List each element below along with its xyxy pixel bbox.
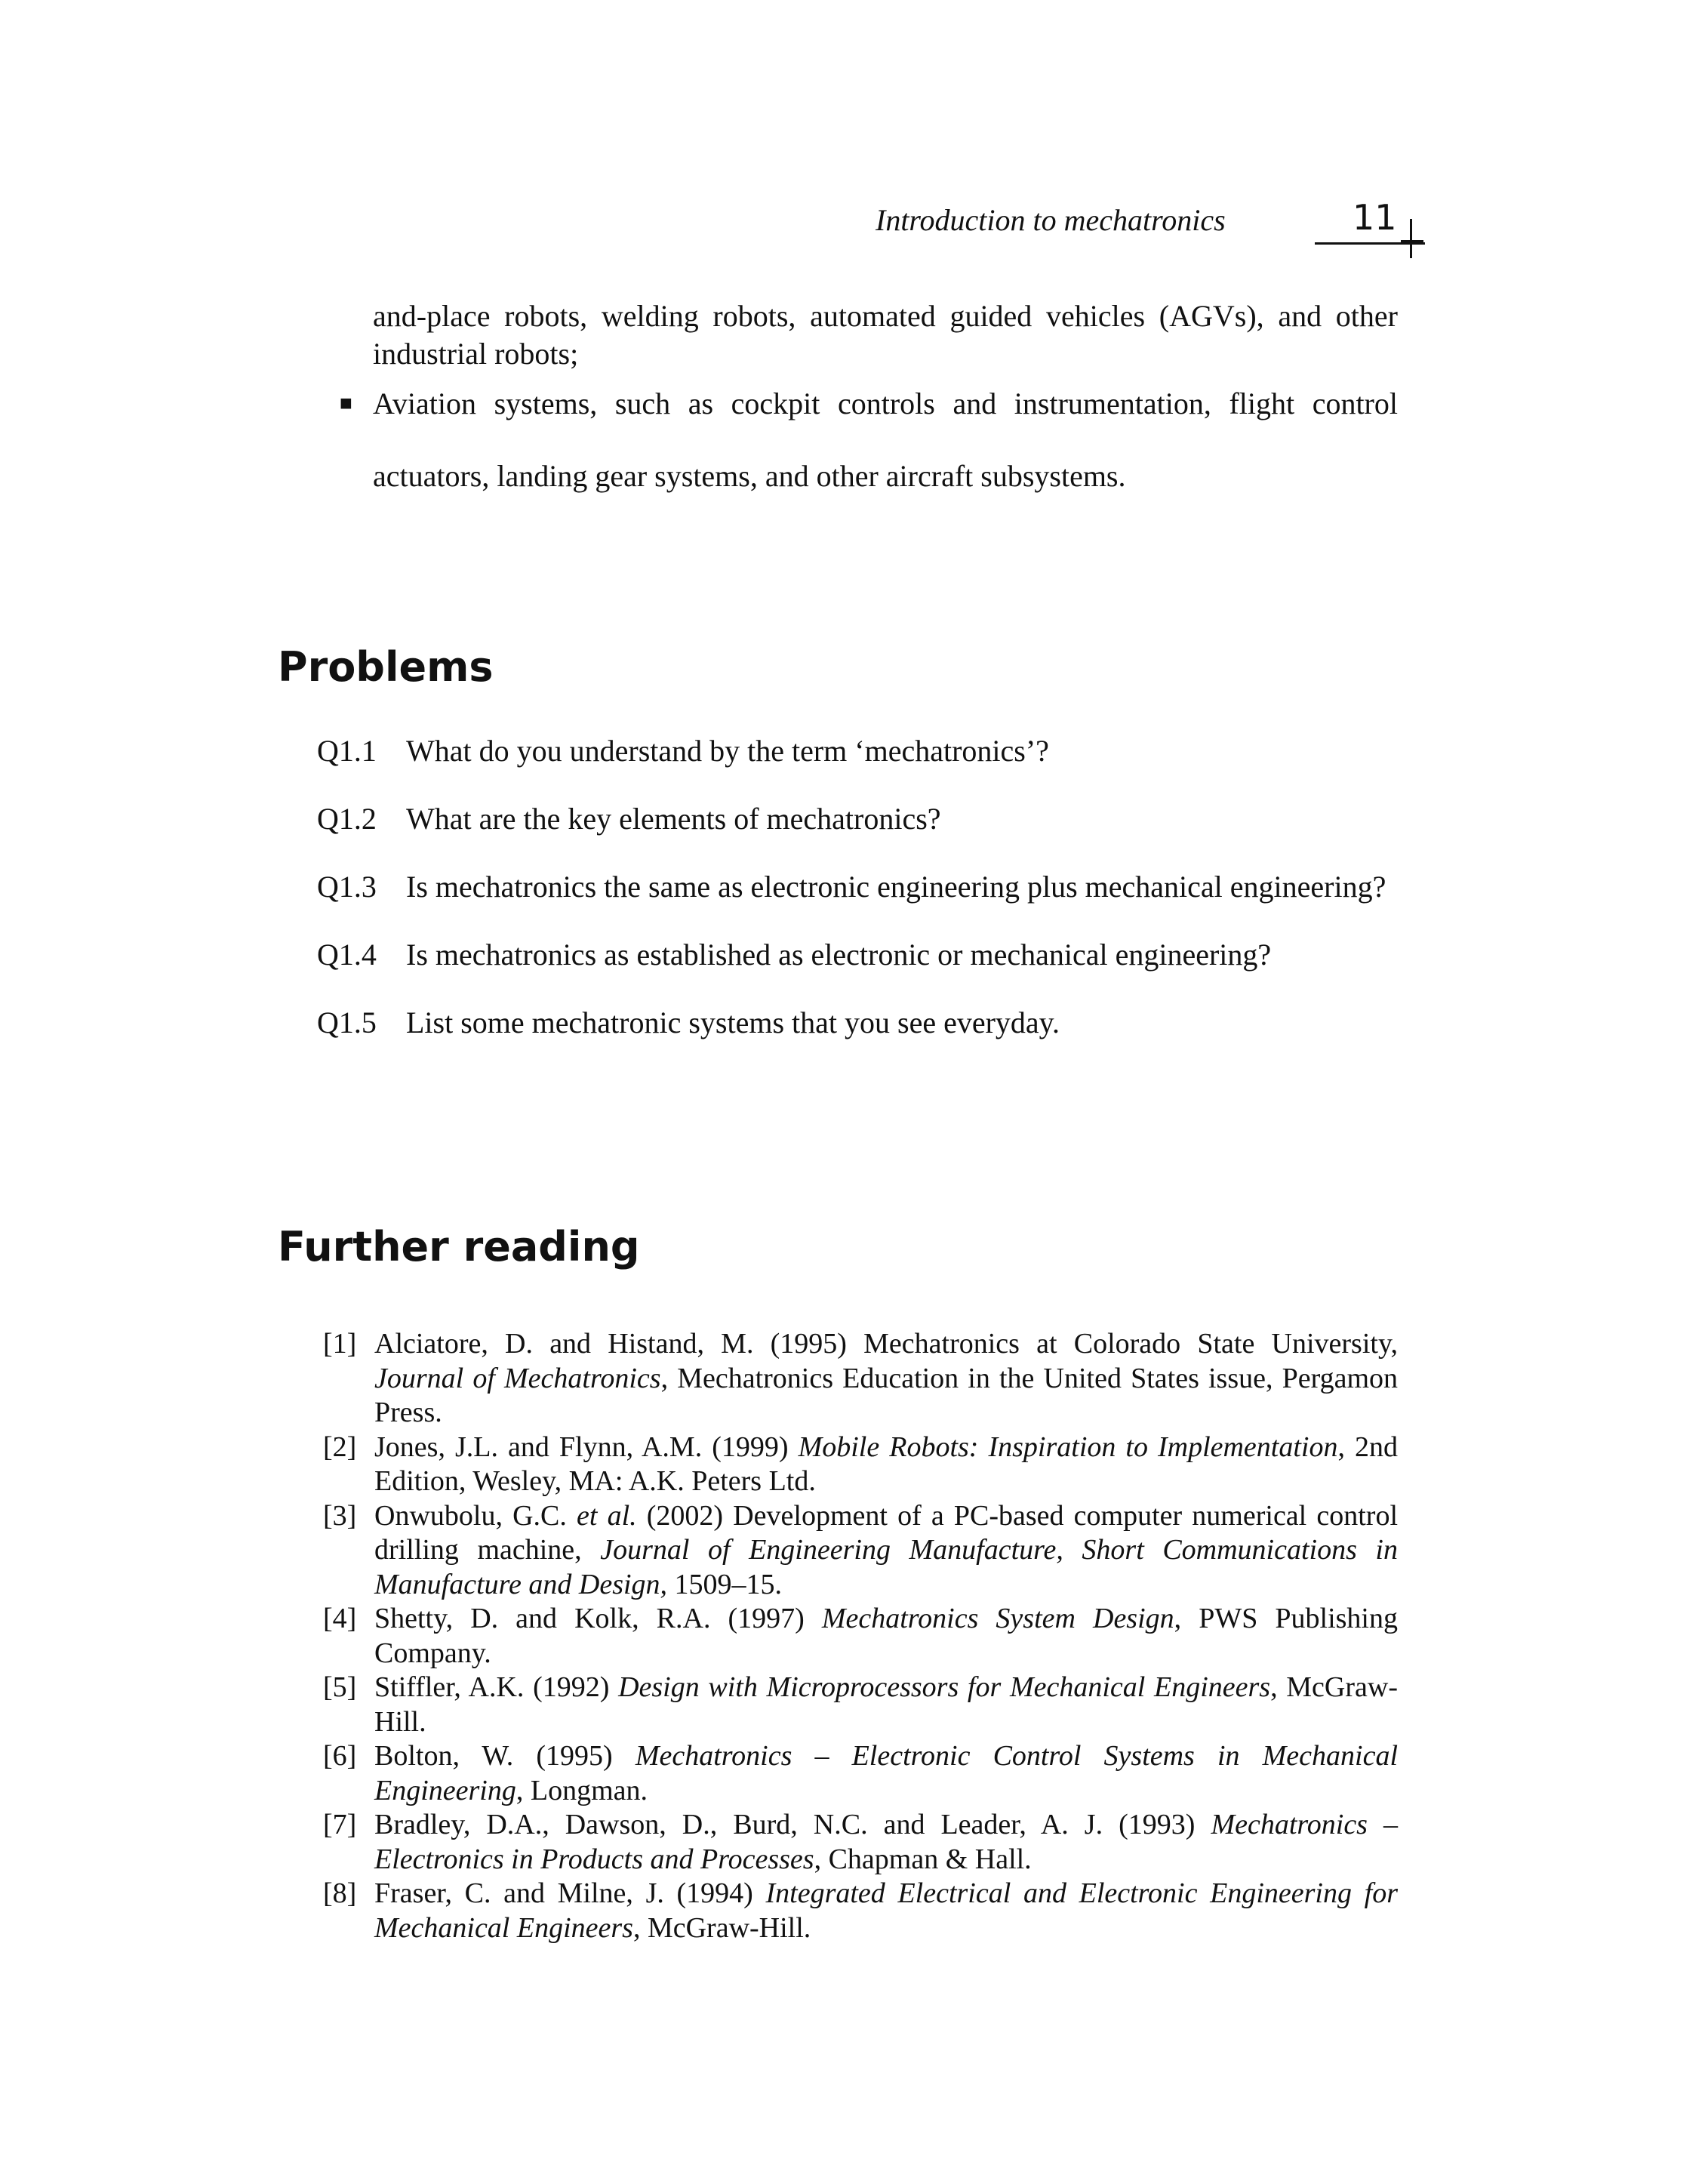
reference-text: Jones, J.L. and Flynn, A.M. (1999) Mobile Robots: Inspiration to Implementation, 2nd Edition, Wesley, MA: A.K. Peters Ltd. <box>374 1431 1399 1497</box>
problem-text: List some mechatronic systems that you see everyday. <box>406 1006 1060 1039</box>
reference-item <box>323 1431 1398 1499</box>
running-head: Introduction to mechatronics <box>876 203 1226 237</box>
problem-item <box>317 1004 1398 1042</box>
reference-number: [1] <box>323 1328 357 1360</box>
problem-number: Q1.2 <box>317 802 377 836</box>
problem-text: What do you understand by the term ‘mechatronics’? <box>406 734 1049 768</box>
reference-text: Stiffler, A.K. (1992) Design with Microprocessors for Mechanical Engineers, McGraw-Hill. <box>374 1671 1398 1738</box>
problem-number: Q1.1 <box>317 734 377 768</box>
folio-rule <box>1315 242 1425 245</box>
problem-text: Is mechatronics the same as electronic engineering plus mechanical engineering? <box>406 870 1386 904</box>
reference-item <box>323 1602 1398 1671</box>
reference-item <box>323 1739 1398 1808</box>
reference-item <box>323 1877 1398 1945</box>
reference-text: Shetty, D. and Kolk, R.A. (1997) Mechatronics System Design, PWS Publishing Company. <box>374 1603 1398 1669</box>
problems-list <box>317 732 1398 1072</box>
problem-number: Q1.5 <box>317 1006 377 1039</box>
reference-text: Onwubolu, G.C. et al. (2002) Development of a PC-based computer numerical control drilling machine, Journal of Engineering Manufacture, Short Communications in Manufacture and Design, 1509–15. <box>374 1499 1399 1600</box>
problem-item <box>317 868 1398 906</box>
page-number: 11 <box>1353 197 1397 238</box>
problem-number: Q1.4 <box>317 938 377 972</box>
reference-item <box>323 1499 1398 1603</box>
reference-number: [6] <box>323 1740 357 1772</box>
reference-number: [5] <box>323 1671 357 1703</box>
problem-item <box>317 936 1398 974</box>
crop-mark-vertical <box>1410 219 1412 258</box>
problem-item <box>317 732 1398 770</box>
continued-list-item: and-place robots, welding robots, automated guided vehicles (AGVs), and other industrial robots; <box>373 299 1398 371</box>
square-bullet-icon: ■ <box>340 392 352 415</box>
problems-heading: Problems <box>278 643 494 691</box>
bullet-text: Aviation systems, such as cockpit controls and instrumentation, flight control actuators, landing gear systems, and other aircraft subsystems. <box>373 387 1398 493</box>
reference-list <box>323 1327 1398 1945</box>
reference-text: Alciatore, D. and Histand, M. (1995) Mechatronics at Colorado State University, Journal of Mechatronics, Mechatronics Education in the United States issue, Pergamon Press. <box>374 1328 1398 1428</box>
problem-item <box>317 800 1398 838</box>
problem-text: What are the key elements of mechatronics? <box>406 802 941 836</box>
problem-text: Is mechatronics as established as electronic or mechanical engineering? <box>406 938 1272 972</box>
reference-number: [8] <box>323 1877 357 1909</box>
reference-number: [2] <box>323 1431 357 1463</box>
reference-item <box>323 1808 1398 1877</box>
reference-number: [3] <box>323 1499 357 1532</box>
bullet-list-item <box>340 385 1398 513</box>
reference-item <box>323 1327 1398 1431</box>
reference-text: Fraser, C. and Milne, J. (1994) Integrated Electrical and Electronic Engineering for Mechanical Engineers, McGraw-Hill. <box>374 1877 1398 1944</box>
reference-item <box>323 1671 1398 1739</box>
reference-number: [7] <box>323 1809 357 1840</box>
reference-number: [4] <box>323 1603 357 1634</box>
crop-mark-horizontal <box>1401 240 1423 242</box>
further-reading-heading: Further reading <box>278 1223 640 1270</box>
reference-text: Bolton, W. (1995) Mechatronics – Electronic Control Systems in Mechanical Engineering, Longman. <box>374 1740 1399 1806</box>
problem-number: Q1.3 <box>317 870 377 904</box>
reference-text: Bradley, D.A., Dawson, D., Burd, N.C. and Leader, A. J. (1993) Mechatronics – Electronics in Products and Processes, Chapman & Hall. <box>374 1809 1398 1875</box>
